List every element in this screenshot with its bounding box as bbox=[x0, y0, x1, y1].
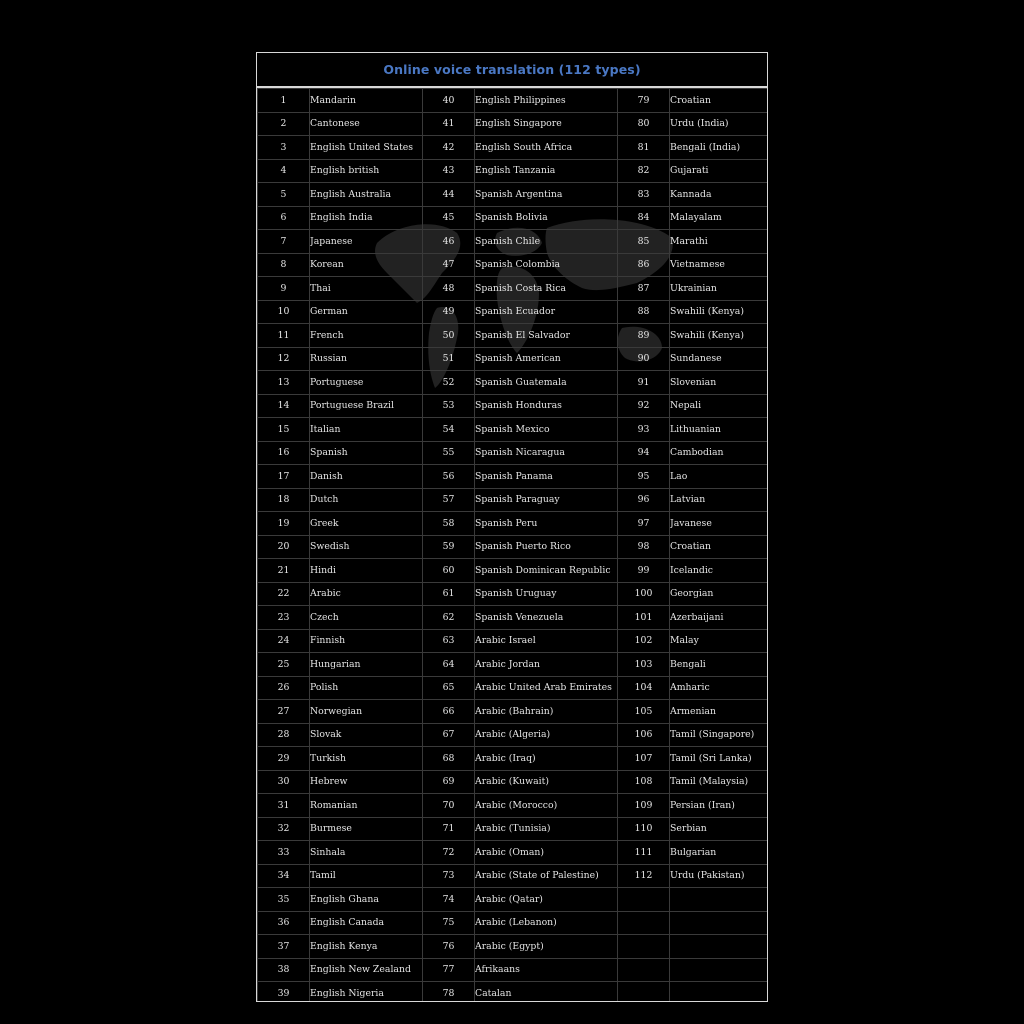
language-number-cell: 14 bbox=[258, 394, 310, 418]
language-name-cell: Persian (Iran) bbox=[670, 794, 769, 818]
language-number-cell: 30 bbox=[258, 770, 310, 794]
language-number-cell: 106 bbox=[618, 723, 670, 747]
language-name-cell: Mandarin bbox=[310, 89, 423, 113]
language-number-cell: 34 bbox=[258, 864, 310, 888]
language-name-cell: Arabic Israel bbox=[475, 629, 618, 653]
table-row bbox=[258, 958, 769, 982]
language-name-cell: Spanish Honduras bbox=[475, 394, 618, 418]
language-number-cell: 89 bbox=[618, 324, 670, 348]
language-number-cell bbox=[618, 911, 670, 935]
language-number-cell: 31 bbox=[258, 794, 310, 818]
language-name-cell: English Nigeria bbox=[310, 982, 423, 1003]
language-name-cell: Croatian bbox=[670, 89, 769, 113]
table-row bbox=[258, 982, 769, 1003]
language-table bbox=[257, 88, 768, 1002]
language-number-cell: 8 bbox=[258, 253, 310, 277]
table-row bbox=[258, 324, 769, 348]
language-name-cell: English Kenya bbox=[310, 935, 423, 959]
language-number-cell bbox=[618, 888, 670, 912]
language-name-cell: Arabic United Arab Emirates bbox=[475, 676, 618, 700]
language-name-cell: Arabic (Qatar) bbox=[475, 888, 618, 912]
language-number-cell: 23 bbox=[258, 606, 310, 630]
language-name-cell: Arabic (Lebanon) bbox=[475, 911, 618, 935]
table-row bbox=[258, 864, 769, 888]
language-name-cell: Spanish American bbox=[475, 347, 618, 371]
language-name-cell: English Philippines bbox=[475, 89, 618, 113]
language-number-cell: 65 bbox=[423, 676, 475, 700]
language-name-cell: Lithuanian bbox=[670, 418, 769, 442]
language-name-cell bbox=[670, 888, 769, 912]
language-name-cell: Croatian bbox=[670, 535, 769, 559]
table-row bbox=[258, 230, 769, 254]
language-name-cell: Arabic (State of Palestine) bbox=[475, 864, 618, 888]
language-number-cell: 43 bbox=[423, 159, 475, 183]
language-name-cell: Portuguese bbox=[310, 371, 423, 395]
language-number-cell: 100 bbox=[618, 582, 670, 606]
language-name-cell: Arabic (Egypt) bbox=[475, 935, 618, 959]
language-name-cell: Nepali bbox=[670, 394, 769, 418]
table-row bbox=[258, 817, 769, 841]
language-number-cell: 109 bbox=[618, 794, 670, 818]
language-name-cell: Arabic bbox=[310, 582, 423, 606]
language-number-cell: 85 bbox=[618, 230, 670, 254]
table-row bbox=[258, 770, 769, 794]
language-number-cell: 9 bbox=[258, 277, 310, 301]
language-number-cell: 77 bbox=[423, 958, 475, 982]
language-number-cell: 73 bbox=[423, 864, 475, 888]
language-number-cell: 2 bbox=[258, 112, 310, 136]
language-name-cell: English Singapore bbox=[475, 112, 618, 136]
language-number-cell: 63 bbox=[423, 629, 475, 653]
language-name-cell: Spanish Paraguay bbox=[475, 488, 618, 512]
language-name-cell: Turkish bbox=[310, 747, 423, 771]
language-name-cell bbox=[670, 935, 769, 959]
table-row bbox=[258, 112, 769, 136]
table-row bbox=[258, 629, 769, 653]
language-name-cell: Catalan bbox=[475, 982, 618, 1003]
language-name-cell bbox=[670, 911, 769, 935]
language-name-cell: Norwegian bbox=[310, 700, 423, 724]
table-row bbox=[258, 911, 769, 935]
language-name-cell: Bengali bbox=[670, 653, 769, 677]
language-name-cell: Hungarian bbox=[310, 653, 423, 677]
language-name-cell: Spanish Argentina bbox=[475, 183, 618, 207]
language-number-cell: 84 bbox=[618, 206, 670, 230]
language-name-cell: Tamil (Singapore) bbox=[670, 723, 769, 747]
language-name-cell: Arabic (Algeria) bbox=[475, 723, 618, 747]
language-number-cell: 1 bbox=[258, 89, 310, 113]
language-name-cell: Slovak bbox=[310, 723, 423, 747]
language-name-cell: Polish bbox=[310, 676, 423, 700]
language-name-cell: Javanese bbox=[670, 512, 769, 536]
language-name-cell: Russian bbox=[310, 347, 423, 371]
language-name-cell: Armenian bbox=[670, 700, 769, 724]
language-number-cell: 71 bbox=[423, 817, 475, 841]
language-number-cell: 19 bbox=[258, 512, 310, 536]
language-name-cell: Arabic (Morocco) bbox=[475, 794, 618, 818]
language-name-cell: Swedish bbox=[310, 535, 423, 559]
language-name-cell: German bbox=[310, 300, 423, 324]
language-name-cell: Spanish Peru bbox=[475, 512, 618, 536]
language-name-cell: Spanish El Salvador bbox=[475, 324, 618, 348]
language-name-cell: Sundanese bbox=[670, 347, 769, 371]
table-row bbox=[258, 183, 769, 207]
language-number-cell: 99 bbox=[618, 559, 670, 583]
language-number-cell: 29 bbox=[258, 747, 310, 771]
language-number-cell: 21 bbox=[258, 559, 310, 583]
language-number-cell: 11 bbox=[258, 324, 310, 348]
language-number-cell: 79 bbox=[618, 89, 670, 113]
language-number-cell: 80 bbox=[618, 112, 670, 136]
language-number-cell: 35 bbox=[258, 888, 310, 912]
language-name-cell: Swahili (Kenya) bbox=[670, 300, 769, 324]
language-name-cell: Arabic Jordan bbox=[475, 653, 618, 677]
language-name-cell: English Canada bbox=[310, 911, 423, 935]
language-name-cell: English Australia bbox=[310, 183, 423, 207]
language-name-cell: Gujarati bbox=[670, 159, 769, 183]
language-name-cell: English New Zealand bbox=[310, 958, 423, 982]
language-number-cell: 82 bbox=[618, 159, 670, 183]
language-name-cell: Urdu (Pakistan) bbox=[670, 864, 769, 888]
language-number-cell: 22 bbox=[258, 582, 310, 606]
table-row bbox=[258, 441, 769, 465]
table-row bbox=[258, 723, 769, 747]
table-title: Online voice translation (112 types) bbox=[383, 62, 641, 77]
table-row bbox=[258, 841, 769, 865]
table-row bbox=[258, 371, 769, 395]
language-number-cell: 111 bbox=[618, 841, 670, 865]
language-number-cell: 36 bbox=[258, 911, 310, 935]
language-number-cell: 53 bbox=[423, 394, 475, 418]
language-name-cell: Portuguese Brazil bbox=[310, 394, 423, 418]
language-number-cell: 58 bbox=[423, 512, 475, 536]
table-row bbox=[258, 159, 769, 183]
table-row bbox=[258, 253, 769, 277]
language-name-cell: Korean bbox=[310, 253, 423, 277]
language-number-cell: 66 bbox=[423, 700, 475, 724]
language-number-cell: 102 bbox=[618, 629, 670, 653]
language-name-cell: Hebrew bbox=[310, 770, 423, 794]
language-name-cell: Malay bbox=[670, 629, 769, 653]
language-number-cell: 91 bbox=[618, 371, 670, 395]
language-name-cell: Urdu (India) bbox=[670, 112, 769, 136]
language-name-cell: Spanish Costa Rica bbox=[475, 277, 618, 301]
language-number-cell: 105 bbox=[618, 700, 670, 724]
language-name-cell: Spanish Mexico bbox=[475, 418, 618, 442]
language-number-cell: 108 bbox=[618, 770, 670, 794]
language-name-cell: Slovenian bbox=[670, 371, 769, 395]
language-number-cell: 52 bbox=[423, 371, 475, 395]
table-row bbox=[258, 747, 769, 771]
language-name-cell: Marathi bbox=[670, 230, 769, 254]
language-name-cell: Afrikaans bbox=[475, 958, 618, 982]
language-number-cell: 72 bbox=[423, 841, 475, 865]
language-name-cell: Arabic (Bahrain) bbox=[475, 700, 618, 724]
language-number-cell: 59 bbox=[423, 535, 475, 559]
language-number-cell: 107 bbox=[618, 747, 670, 771]
language-number-cell bbox=[618, 958, 670, 982]
language-name-cell: Italian bbox=[310, 418, 423, 442]
language-name-cell: Bulgarian bbox=[670, 841, 769, 865]
language-name-cell: Cantonese bbox=[310, 112, 423, 136]
language-name-cell: Burmese bbox=[310, 817, 423, 841]
language-number-cell: 94 bbox=[618, 441, 670, 465]
language-number-cell: 27 bbox=[258, 700, 310, 724]
language-number-cell: 13 bbox=[258, 371, 310, 395]
language-name-cell: Czech bbox=[310, 606, 423, 630]
language-number-cell: 20 bbox=[258, 535, 310, 559]
language-name-cell: Thai bbox=[310, 277, 423, 301]
language-number-cell: 46 bbox=[423, 230, 475, 254]
table-row bbox=[258, 794, 769, 818]
language-name-cell: Ukrainian bbox=[670, 277, 769, 301]
language-name-cell: Spanish Colombia bbox=[475, 253, 618, 277]
language-name-cell: Lao bbox=[670, 465, 769, 489]
language-name-cell: Latvian bbox=[670, 488, 769, 512]
language-name-cell: English british bbox=[310, 159, 423, 183]
language-name-cell: Spanish Dominican Republic bbox=[475, 559, 618, 583]
language-number-cell: 54 bbox=[423, 418, 475, 442]
language-name-cell: Hindi bbox=[310, 559, 423, 583]
language-name-cell: Spanish Ecuador bbox=[475, 300, 618, 324]
table-row bbox=[258, 300, 769, 324]
language-number-cell: 55 bbox=[423, 441, 475, 465]
language-name-cell: Dutch bbox=[310, 488, 423, 512]
language-name-cell: English Tanzania bbox=[475, 159, 618, 183]
language-number-cell: 81 bbox=[618, 136, 670, 160]
language-number-cell: 37 bbox=[258, 935, 310, 959]
language-number-cell: 17 bbox=[258, 465, 310, 489]
table-row bbox=[258, 418, 769, 442]
table-row bbox=[258, 606, 769, 630]
language-table-body bbox=[258, 89, 769, 1003]
language-name-cell: Greek bbox=[310, 512, 423, 536]
language-number-cell bbox=[618, 935, 670, 959]
language-number-cell: 83 bbox=[618, 183, 670, 207]
language-number-cell: 49 bbox=[423, 300, 475, 324]
language-number-cell: 60 bbox=[423, 559, 475, 583]
language-name-cell: Spanish Puerto Rico bbox=[475, 535, 618, 559]
language-number-cell: 40 bbox=[423, 89, 475, 113]
language-number-cell: 38 bbox=[258, 958, 310, 982]
table-row bbox=[258, 676, 769, 700]
language-number-cell: 75 bbox=[423, 911, 475, 935]
language-number-cell: 26 bbox=[258, 676, 310, 700]
language-number-cell: 98 bbox=[618, 535, 670, 559]
table-row bbox=[258, 136, 769, 160]
table-row bbox=[258, 535, 769, 559]
language-name-cell: Spanish Bolivia bbox=[475, 206, 618, 230]
language-table-frame bbox=[256, 52, 768, 1002]
language-name-cell: Spanish bbox=[310, 441, 423, 465]
language-name-cell: Danish bbox=[310, 465, 423, 489]
language-name-cell bbox=[670, 982, 769, 1003]
language-name-cell: Malayalam bbox=[670, 206, 769, 230]
language-number-cell: 51 bbox=[423, 347, 475, 371]
language-name-cell: Romanian bbox=[310, 794, 423, 818]
language-name-cell: Swahili (Kenya) bbox=[670, 324, 769, 348]
language-number-cell: 4 bbox=[258, 159, 310, 183]
language-number-cell: 64 bbox=[423, 653, 475, 677]
table-row bbox=[258, 277, 769, 301]
language-number-cell: 57 bbox=[423, 488, 475, 512]
language-number-cell: 28 bbox=[258, 723, 310, 747]
language-name-cell: Kannada bbox=[670, 183, 769, 207]
language-name-cell: Arabic (Tunisia) bbox=[475, 817, 618, 841]
language-number-cell: 87 bbox=[618, 277, 670, 301]
table-row bbox=[258, 347, 769, 371]
language-number-cell: 112 bbox=[618, 864, 670, 888]
language-number-cell: 7 bbox=[258, 230, 310, 254]
language-number-cell: 12 bbox=[258, 347, 310, 371]
language-number-cell: 69 bbox=[423, 770, 475, 794]
language-number-cell: 67 bbox=[423, 723, 475, 747]
language-name-cell: English India bbox=[310, 206, 423, 230]
language-number-cell: 88 bbox=[618, 300, 670, 324]
table-row bbox=[258, 206, 769, 230]
language-name-cell: Cambodian bbox=[670, 441, 769, 465]
language-name-cell: Tamil bbox=[310, 864, 423, 888]
table-row bbox=[258, 653, 769, 677]
language-number-cell: 61 bbox=[423, 582, 475, 606]
table-row bbox=[258, 888, 769, 912]
language-number-cell: 44 bbox=[423, 183, 475, 207]
language-number-cell: 50 bbox=[423, 324, 475, 348]
language-number-cell: 41 bbox=[423, 112, 475, 136]
language-name-cell: English United States bbox=[310, 136, 423, 160]
language-name-cell: Tamil (Malaysia) bbox=[670, 770, 769, 794]
table-row bbox=[258, 935, 769, 959]
language-name-cell: Tamil (Sri Lanka) bbox=[670, 747, 769, 771]
language-number-cell: 24 bbox=[258, 629, 310, 653]
language-name-cell: Spanish Uruguay bbox=[475, 582, 618, 606]
table-row bbox=[258, 89, 769, 113]
language-number-cell: 42 bbox=[423, 136, 475, 160]
language-number-cell: 101 bbox=[618, 606, 670, 630]
language-name-cell: Finnish bbox=[310, 629, 423, 653]
language-name-cell: Arabic (Iraq) bbox=[475, 747, 618, 771]
language-name-cell: Arabic (Kuwait) bbox=[475, 770, 618, 794]
language-name-cell: Arabic (Oman) bbox=[475, 841, 618, 865]
language-number-cell: 110 bbox=[618, 817, 670, 841]
language-number-cell: 25 bbox=[258, 653, 310, 677]
table-row bbox=[258, 465, 769, 489]
language-name-cell: English Ghana bbox=[310, 888, 423, 912]
language-number-cell: 48 bbox=[423, 277, 475, 301]
language-number-cell bbox=[618, 982, 670, 1003]
table-row bbox=[258, 488, 769, 512]
language-number-cell: 15 bbox=[258, 418, 310, 442]
language-number-cell: 3 bbox=[258, 136, 310, 160]
language-name-cell: Spanish Nicaragua bbox=[475, 441, 618, 465]
language-number-cell: 56 bbox=[423, 465, 475, 489]
language-number-cell: 74 bbox=[423, 888, 475, 912]
language-name-cell bbox=[670, 958, 769, 982]
language-name-cell: Japanese bbox=[310, 230, 423, 254]
language-name-cell: Bengali (India) bbox=[670, 136, 769, 160]
language-number-cell: 93 bbox=[618, 418, 670, 442]
language-number-cell: 97 bbox=[618, 512, 670, 536]
language-number-cell: 39 bbox=[258, 982, 310, 1003]
language-number-cell: 32 bbox=[258, 817, 310, 841]
language-name-cell: English South Africa bbox=[475, 136, 618, 160]
language-name-cell: Spanish Venezuela bbox=[475, 606, 618, 630]
language-name-cell: Azerbaijani bbox=[670, 606, 769, 630]
language-number-cell: 18 bbox=[258, 488, 310, 512]
language-number-cell: 68 bbox=[423, 747, 475, 771]
language-name-cell: French bbox=[310, 324, 423, 348]
language-number-cell: 90 bbox=[618, 347, 670, 371]
language-name-cell: Georgian bbox=[670, 582, 769, 606]
language-name-cell: Sinhala bbox=[310, 841, 423, 865]
table-row bbox=[258, 582, 769, 606]
language-number-cell: 47 bbox=[423, 253, 475, 277]
language-number-cell: 70 bbox=[423, 794, 475, 818]
table-row bbox=[258, 394, 769, 418]
language-number-cell: 103 bbox=[618, 653, 670, 677]
language-number-cell: 76 bbox=[423, 935, 475, 959]
language-number-cell: 33 bbox=[258, 841, 310, 865]
language-name-cell: Vietnamese bbox=[670, 253, 769, 277]
language-name-cell: Serbian bbox=[670, 817, 769, 841]
language-number-cell: 16 bbox=[258, 441, 310, 465]
language-name-cell: Amharic bbox=[670, 676, 769, 700]
language-number-cell: 45 bbox=[423, 206, 475, 230]
language-number-cell: 78 bbox=[423, 982, 475, 1003]
table-row bbox=[258, 559, 769, 583]
language-number-cell: 5 bbox=[258, 183, 310, 207]
language-number-cell: 104 bbox=[618, 676, 670, 700]
language-name-cell: Spanish Guatemala bbox=[475, 371, 618, 395]
language-number-cell: 92 bbox=[618, 394, 670, 418]
language-number-cell: 6 bbox=[258, 206, 310, 230]
language-number-cell: 86 bbox=[618, 253, 670, 277]
language-number-cell: 95 bbox=[618, 465, 670, 489]
language-name-cell: Spanish Panama bbox=[475, 465, 618, 489]
language-name-cell: Icelandic bbox=[670, 559, 769, 583]
table-row bbox=[258, 512, 769, 536]
title-bar bbox=[257, 53, 767, 88]
language-number-cell: 62 bbox=[423, 606, 475, 630]
language-name-cell: Spanish Chile bbox=[475, 230, 618, 254]
table-row bbox=[258, 700, 769, 724]
language-number-cell: 10 bbox=[258, 300, 310, 324]
language-number-cell: 96 bbox=[618, 488, 670, 512]
